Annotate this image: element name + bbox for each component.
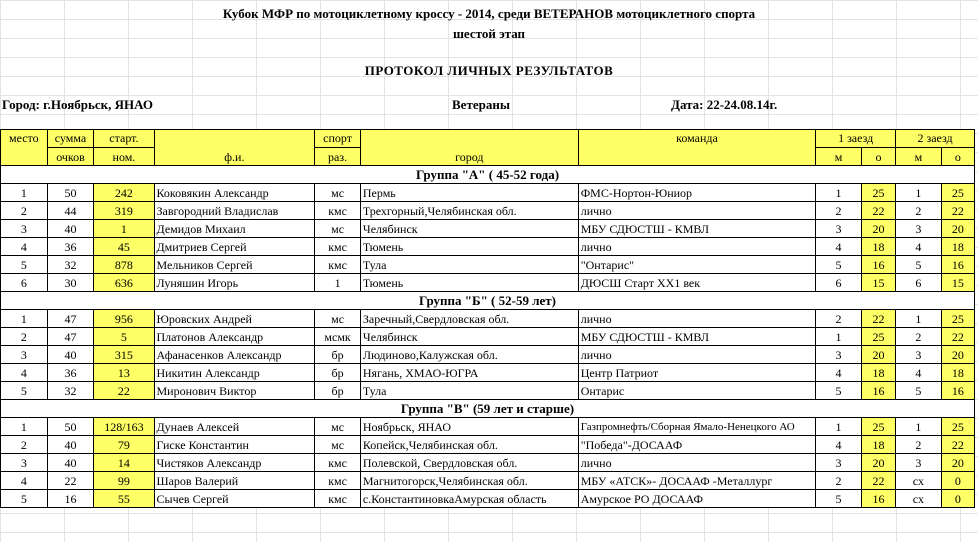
team-cell: лично [578,454,816,472]
stage-subtitle: шестой этап [452,26,526,41]
race2-place-cell: 1 [896,184,942,202]
table-row [1,490,975,508]
sum-cell: 50 [47,184,94,202]
team-cell: лично [578,310,816,328]
name-cell: Никитин Александр [154,364,315,382]
race1-points-cell: 20 [861,454,895,472]
protocol-heading: ПРОТОКОЛ ЛИЧНЫХ РЕЗУЛЬТАТОВ [364,63,614,78]
race1-points-cell: 22 [861,202,895,220]
table-row [1,310,975,328]
start-number-cell: 956 [94,310,154,328]
race2-place-cell: 5 [896,256,942,274]
race1-place-cell: 4 [816,364,862,382]
sum-cell: 30 [47,274,94,292]
race1-place-cell: 2 [816,310,862,328]
table-row [1,346,975,364]
rank-cell: бр [315,364,361,382]
header-row-top [1,130,975,148]
sum-cell: 44 [47,202,94,220]
rank-cell: мсмк [315,328,361,346]
name-cell: Афанасенков Александр [154,346,315,364]
team-cell: МБУ СДЮСТШ - КМВЛ [578,220,816,238]
city-cell: Копейск,Челябинская обл. [360,436,578,454]
sum-cell: 40 [47,436,94,454]
race1-points-cell: 25 [861,418,895,436]
sum-cell: 32 [47,256,94,274]
start-number-cell: 13 [94,364,154,382]
race2-points-cell: 22 [941,328,974,346]
table-row [1,238,975,256]
sum-cell: 32 [47,382,94,400]
race2-points-cell: 18 [941,238,974,256]
city-cell: Челябинск [360,220,578,238]
table-row [1,328,975,346]
place-cell: 1 [1,310,48,328]
event-city: Город: г.Ноябрьск, ЯНАО [2,97,153,112]
rank-cell: кмс [315,238,361,256]
name-cell: Дмитриев Сергей [154,238,315,256]
start-number-cell: 55 [94,490,154,508]
sum-cell: 36 [47,364,94,382]
name-cell: Дунаев Алексей [154,418,315,436]
rank-cell: кмс [315,490,361,508]
team-cell: МБУ «АТСК»- ДОСААФ -Металлург [578,472,816,490]
team-cell: ФМС-Нортон-Юниор [578,184,816,202]
place-cell: 5 [1,256,48,274]
rank-cell: 1 [315,274,361,292]
rank-cell: кмс [315,454,361,472]
col-race2: 2 заезд [896,130,975,148]
city-cell: с.КонстантиновкаАмурская область [360,490,578,508]
start-number-cell: 14 [94,454,154,472]
race1-points-cell: 16 [861,256,895,274]
team-cell: Центр Патриот [578,364,816,382]
group-title: Группа "Б" ( 52-59 лет) [1,292,975,310]
name-cell: Луняшин Игорь [154,274,315,292]
team-cell: "Онтарис" [578,256,816,274]
table-row [1,184,975,202]
team-cell: ДЮСШ Старт XX1 век [578,274,816,292]
event-date: Дата: 22-24.08.14г. [671,97,778,112]
rank-cell: мс [315,310,361,328]
place-cell: 3 [1,346,48,364]
place-cell: 4 [1,472,48,490]
place-cell: 2 [1,328,48,346]
table-row [1,364,975,382]
race2-points-cell: 25 [941,310,974,328]
race1-points-cell: 20 [861,220,895,238]
race1-place-cell: 6 [816,274,862,292]
race2-points-cell: 15 [941,274,974,292]
col-team: команда [578,130,816,166]
race1-points-cell: 22 [861,310,895,328]
start-number-cell: 128/163 [94,418,154,436]
start-number-cell: 878 [94,256,154,274]
name-cell: Коковякин Александр [154,184,315,202]
event-category: Ветераны [452,97,510,112]
city-cell: Полевской, Свердловская обл. [360,454,578,472]
race2-points-cell: 22 [941,436,974,454]
col-name: ф.и. [154,130,315,166]
name-cell: Шаров Валерий [154,472,315,490]
place-cell: 3 [1,220,48,238]
race2-points-cell: 18 [941,364,974,382]
sum-cell: 47 [47,328,94,346]
race2-place-cell: 2 [896,436,942,454]
col-sum-top: сумма [47,130,94,148]
team-cell: МБУ СДЮСТШ - КМВЛ [578,328,816,346]
group-header-row [1,166,975,184]
rank-cell: бр [315,346,361,364]
race1-points-cell: 22 [861,472,895,490]
document-title: Кубок МФР по мотоциклетному кроссу - 2014, среди ВЕТЕРАНОВ мотоциклетного спорта [222,6,756,21]
race2-points-cell: 0 [941,490,974,508]
sum-cell: 50 [47,418,94,436]
table-row [1,274,975,292]
col-place: место [1,130,48,166]
race1-points-cell: 16 [861,490,895,508]
race2-points-cell: 16 [941,382,974,400]
name-cell: Юровских Андрей [154,310,315,328]
race1-points-cell: 20 [861,346,895,364]
table-row [1,256,975,274]
col-rank-bottom: раз. [315,148,361,166]
race2-place-cell: 4 [896,238,942,256]
team-cell: Онтарис [578,382,816,400]
race2-points-cell: 25 [941,184,974,202]
col-start-bottom: ном. [94,148,154,166]
place-cell: 2 [1,202,48,220]
place-cell: 3 [1,454,48,472]
race2-place-cell: 2 [896,202,942,220]
place-cell: 2 [1,436,48,454]
race2-points-cell: 20 [941,346,974,364]
race1-points-cell: 15 [861,274,895,292]
team-cell: "Победа"-ДОСААФ [578,436,816,454]
sum-cell: 47 [47,310,94,328]
group-header-row [1,292,975,310]
rank-cell: бр [315,382,361,400]
race2-place-cell: 3 [896,220,942,238]
sum-cell: 22 [47,472,94,490]
name-cell: Демидов Михаил [154,220,315,238]
city-cell: Нягань, ХМАО-ЮГРА [360,364,578,382]
rank-cell: мс [315,418,361,436]
results-table [0,129,975,508]
race2-points-cell: 0 [941,472,974,490]
race1-place-cell: 2 [816,202,862,220]
race2-points-cell: 25 [941,418,974,436]
start-number-cell: 315 [94,346,154,364]
col-sum-bottom: очков [47,148,94,166]
group-title: Группа "В" (59 лет и старше) [1,400,975,418]
team-cell: Газпромнефть/Сборная Ямало-Ненецкого АО [578,418,816,436]
name-cell: Гиске Константин [154,436,315,454]
race1-place-cell: 3 [816,220,862,238]
table-row [1,220,975,238]
col-race2-o: о [941,148,974,166]
race1-points-cell: 25 [861,328,895,346]
place-cell: 4 [1,364,48,382]
city-cell: Заречный,Свердловская обл. [360,310,578,328]
name-cell: Платонов Александр [154,328,315,346]
race2-place-cell: 3 [896,346,942,364]
race1-place-cell: 1 [816,418,862,436]
race2-place-cell: 5 [896,382,942,400]
rank-cell: кмс [315,472,361,490]
rank-cell: мс [315,436,361,454]
col-race2-m: м [896,148,942,166]
race2-place-cell: сх [896,490,942,508]
name-cell: Завгородний Владислав [154,202,315,220]
city-cell: Трехгорный,Челябинская обл. [360,202,578,220]
place-cell: 6 [1,274,48,292]
table-row [1,472,975,490]
city-cell: Тюмень [360,274,578,292]
col-rank-top: спорт [315,130,361,148]
col-start-top: старт. [94,130,154,148]
rank-cell: кмс [315,202,361,220]
start-number-cell: 99 [94,472,154,490]
start-number-cell: 22 [94,382,154,400]
race1-place-cell: 1 [816,328,862,346]
col-race1-o: о [861,148,895,166]
race2-place-cell: 3 [896,454,942,472]
rank-cell: мс [315,184,361,202]
race1-place-cell: 5 [816,382,862,400]
race1-place-cell: 5 [816,490,862,508]
race1-place-cell: 3 [816,346,862,364]
team-cell: лично [578,202,816,220]
city-cell: Тула [360,382,578,400]
race1-place-cell: 5 [816,256,862,274]
group-title: Группа "А" ( 45-52 года) [1,166,975,184]
race2-place-cell: 6 [896,274,942,292]
race2-points-cell: 20 [941,454,974,472]
start-number-cell: 1 [94,220,154,238]
race1-points-cell: 16 [861,382,895,400]
rank-cell: мс [315,220,361,238]
race1-place-cell: 4 [816,238,862,256]
race2-place-cell: 1 [896,310,942,328]
team-cell: лично [578,238,816,256]
col-city: город [360,130,578,166]
start-number-cell: 636 [94,274,154,292]
team-cell: Амурское РО ДОСААФ [578,490,816,508]
table-row [1,436,975,454]
table-row [1,454,975,472]
race1-points-cell: 18 [861,436,895,454]
race2-place-cell: 4 [896,364,942,382]
race2-place-cell: 1 [896,418,942,436]
sum-cell: 16 [47,490,94,508]
city-cell: Пермь [360,184,578,202]
race1-points-cell: 18 [861,238,895,256]
col-race1-m: м [816,148,862,166]
name-cell: Мельников Сергей [154,256,315,274]
place-cell: 5 [1,382,48,400]
table-row [1,202,975,220]
city-cell: Ноябрьск, ЯНАО [360,418,578,436]
results-body [1,166,975,508]
start-number-cell: 45 [94,238,154,256]
rank-cell: кмс [315,256,361,274]
table-row [1,382,975,400]
start-number-cell: 319 [94,202,154,220]
group-header-row [1,400,975,418]
table-row [1,418,975,436]
start-number-cell: 242 [94,184,154,202]
race1-place-cell: 1 [816,184,862,202]
race2-points-cell: 22 [941,202,974,220]
race1-points-cell: 18 [861,364,895,382]
city-cell: Тюмень [360,238,578,256]
sum-cell: 40 [47,454,94,472]
name-cell: Миронович Виктор [154,382,315,400]
place-cell: 5 [1,490,48,508]
name-cell: Чистяков Александр [154,454,315,472]
city-cell: Людиново,Калужская обл. [360,346,578,364]
race1-place-cell: 3 [816,454,862,472]
race1-points-cell: 25 [861,184,895,202]
race2-points-cell: 16 [941,256,974,274]
race1-place-cell: 2 [816,472,862,490]
sum-cell: 40 [47,346,94,364]
race2-points-cell: 20 [941,220,974,238]
start-number-cell: 79 [94,436,154,454]
place-cell: 4 [1,238,48,256]
col-race1: 1 заезд [816,130,896,148]
city-cell: Магнитогорск,Челябинская обл. [360,472,578,490]
place-cell: 1 [1,184,48,202]
race1-place-cell: 4 [816,436,862,454]
race2-place-cell: 2 [896,328,942,346]
sum-cell: 36 [47,238,94,256]
city-cell: Тула [360,256,578,274]
team-cell: лично [578,346,816,364]
city-cell: Челябинск [360,328,578,346]
name-cell: Сычев Сергей [154,490,315,508]
place-cell: 1 [1,418,48,436]
start-number-cell: 5 [94,328,154,346]
race2-place-cell: сх [896,472,942,490]
sum-cell: 40 [47,220,94,238]
